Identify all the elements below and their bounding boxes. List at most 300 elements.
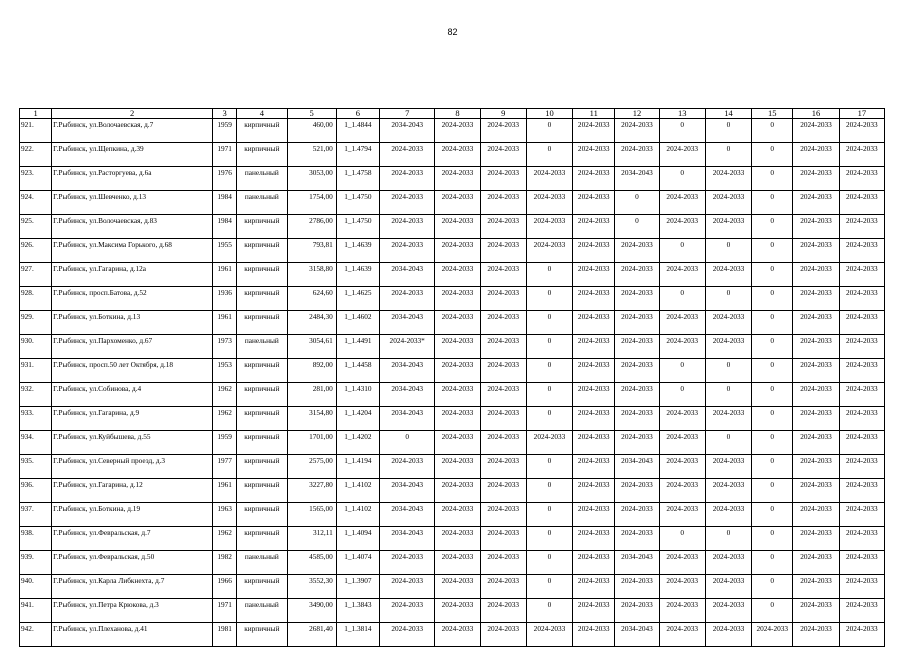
table-cell: 2024-2033 (705, 479, 751, 503)
table-cell: 1962 (213, 527, 237, 551)
table-cell: 0 (526, 359, 572, 383)
table-cell: 3154,80 (287, 407, 336, 431)
table-cell: 2024-2033 (573, 407, 615, 431)
table-cell: кирпичный (237, 239, 287, 263)
table-row (20, 143, 885, 167)
table-cell: 2024-2033 (480, 335, 526, 359)
table-row (20, 479, 885, 503)
table-cell: 0 (752, 599, 793, 623)
table-cell: 0 (752, 263, 793, 287)
table-cell: 2024-2033 (705, 551, 751, 575)
table-cell: 2024-2033 (480, 119, 526, 143)
table-cell: 1_1.4758 (336, 167, 379, 191)
table-cell: 934. (20, 431, 52, 455)
table-row (20, 623, 885, 647)
table-cell: 2034-2043 (380, 503, 435, 527)
table-cell: 2024-2033* (380, 335, 435, 359)
table-cell: 1_1.4491 (336, 335, 379, 359)
table-cell: 1565,00 (287, 503, 336, 527)
table-cell: кирпичный (237, 359, 287, 383)
table-cell: 2024-2033 (435, 503, 480, 527)
table-cell: 2024-2033 (839, 599, 884, 623)
column-header: 12 (615, 109, 659, 119)
table-cell: 2024-2033 (839, 527, 884, 551)
table-cell: 937. (20, 503, 52, 527)
table-cell: 0 (659, 359, 705, 383)
table-cell: 2024-2033 (480, 143, 526, 167)
table-cell: Г.Рыбинск, ул.Гагарина, д.9 (52, 407, 213, 431)
table-cell: 0 (752, 191, 793, 215)
table-cell: 0 (526, 599, 572, 623)
table-cell: 2024-2033 (526, 239, 572, 263)
column-header: 7 (380, 109, 435, 119)
table-cell: 2024-2033 (659, 191, 705, 215)
table-cell: 1_1.4750 (336, 191, 379, 215)
table-cell: 0 (526, 383, 572, 407)
table-cell: 0 (752, 455, 793, 479)
table-cell: 2024-2033 (435, 287, 480, 311)
table-cell: Г.Рыбинск, ул.Петра Крюкова, д.3 (52, 599, 213, 623)
table-cell: 0 (752, 311, 793, 335)
table-cell: 1959 (213, 431, 237, 455)
table-cell: 3054,61 (287, 335, 336, 359)
table-cell: 926. (20, 239, 52, 263)
table-cell: 2024-2033 (480, 167, 526, 191)
table-cell: 1961 (213, 263, 237, 287)
table-cell: 2024-2033 (480, 503, 526, 527)
table-cell: 2034-2043 (380, 527, 435, 551)
table-cell: 0 (705, 239, 751, 263)
table-row (20, 407, 885, 431)
table-cell: Г.Рыбинск, ул.Карла Либкнехта, д.7 (52, 575, 213, 599)
table-cell: 2024-2033 (659, 455, 705, 479)
table-cell: 0 (752, 527, 793, 551)
table-cell: Г.Рыбинск, ул.Собинова, д.4 (52, 383, 213, 407)
table-cell: 2024-2033 (659, 215, 705, 239)
table-cell: 2024-2033 (435, 407, 480, 431)
table-cell: 0 (615, 191, 659, 215)
table-cell: 2024-2033 (705, 335, 751, 359)
table-cell: 942. (20, 623, 52, 647)
table-row (20, 167, 885, 191)
table-cell: 2024-2033 (480, 575, 526, 599)
table-cell: 0 (752, 287, 793, 311)
table-cell: 2024-2033 (793, 263, 839, 287)
table-cell: 2024-2033 (380, 455, 435, 479)
table-cell: 2034-2043 (380, 479, 435, 503)
table-cell: 2034-2043 (615, 551, 659, 575)
table-cell: 936. (20, 479, 52, 503)
table-row (20, 263, 885, 287)
table-cell: 0 (752, 551, 793, 575)
table-cell: 2024-2033 (659, 335, 705, 359)
table-cell: 2024-2033 (480, 599, 526, 623)
table-cell: 2024-2033 (480, 455, 526, 479)
table-cell: 2024-2033 (793, 143, 839, 167)
table-cell: кирпичный (237, 263, 287, 287)
table-cell: панельный (237, 551, 287, 575)
table-cell: кирпичный (237, 407, 287, 431)
table-cell: 2024-2033 (793, 623, 839, 647)
table-cell: 2024-2033 (573, 359, 615, 383)
table-cell: 3053,00 (287, 167, 336, 191)
table-cell: 2034-2043 (380, 263, 435, 287)
table-row (20, 527, 885, 551)
table-body (20, 119, 885, 647)
column-header: 1 (20, 109, 52, 119)
table-cell: 0 (615, 215, 659, 239)
table-cell: 0 (526, 407, 572, 431)
table-cell: 2024-2033 (839, 407, 884, 431)
table-cell: Г.Рыбинск, ул.Пархоменко, д.67 (52, 335, 213, 359)
table-cell: 0 (659, 287, 705, 311)
table-cell: 2024-2033 (793, 551, 839, 575)
table-cell: 2024-2033 (480, 407, 526, 431)
table-cell: 2024-2033 (526, 431, 572, 455)
table-cell: 0 (752, 575, 793, 599)
table-cell: 2024-2033 (615, 287, 659, 311)
table-cell: 2024-2033 (480, 191, 526, 215)
table-cell: 793,81 (287, 239, 336, 263)
table-cell: 2024-2033 (705, 311, 751, 335)
table-cell: Г.Рыбинск, ул.Северный проезд, д.3 (52, 455, 213, 479)
table-cell: 2024-2033 (793, 479, 839, 503)
housing-table (19, 108, 885, 647)
table-cell: кирпичный (237, 479, 287, 503)
table-cell: 923. (20, 167, 52, 191)
table-cell: Г.Рыбинск, ул.Щепкина, д.39 (52, 143, 213, 167)
header-row (20, 109, 885, 119)
table-cell: 2024-2033 (705, 455, 751, 479)
table-cell: 1_1.4204 (336, 407, 379, 431)
table-cell: 2024-2033 (573, 527, 615, 551)
table-cell: 2024-2033 (435, 215, 480, 239)
table-cell: 0 (752, 479, 793, 503)
table-cell: 2024-2033 (659, 623, 705, 647)
table-cell: 2024-2033 (659, 575, 705, 599)
table-row (20, 287, 885, 311)
table-cell: 3227,80 (287, 479, 336, 503)
table-cell: 0 (752, 407, 793, 431)
table-cell: 2024-2033 (752, 623, 793, 647)
table-row (20, 359, 885, 383)
table-cell: 0 (752, 431, 793, 455)
table-cell: 924. (20, 191, 52, 215)
table-cell: 2024-2033 (526, 215, 572, 239)
table-cell: 0 (752, 239, 793, 263)
table-cell: 2024-2033 (615, 575, 659, 599)
table-cell: 0 (705, 119, 751, 143)
table-cell: кирпичный (237, 623, 287, 647)
table-cell: 929. (20, 311, 52, 335)
table-cell: 2024-2033 (435, 311, 480, 335)
table-cell: 2024-2033 (435, 335, 480, 359)
table-cell: 2024-2033 (573, 311, 615, 335)
table-cell: 2024-2033 (573, 119, 615, 143)
table-cell: 2024-2033 (526, 191, 572, 215)
table-cell: 2024-2033 (435, 191, 480, 215)
table-cell: 0 (380, 431, 435, 455)
table-cell: 2024-2033 (615, 263, 659, 287)
table-cell: 1981 (213, 623, 237, 647)
table-row (20, 215, 885, 239)
table-cell: 0 (705, 359, 751, 383)
table-cell: 2024-2033 (839, 311, 884, 335)
table-cell: 2024-2033 (380, 215, 435, 239)
table-cell: 2024-2033 (659, 143, 705, 167)
table-cell: кирпичный (237, 383, 287, 407)
table-cell: 2024-2033 (839, 479, 884, 503)
table-cell: 1_1.4844 (336, 119, 379, 143)
table-cell: 2024-2033 (435, 479, 480, 503)
table-cell: 1961 (213, 311, 237, 335)
table-cell: 2024-2033 (839, 623, 884, 647)
table-cell: 0 (752, 335, 793, 359)
table-cell: кирпичный (237, 575, 287, 599)
table-cell: 2024-2033 (659, 263, 705, 287)
table-cell: 927. (20, 263, 52, 287)
table-cell: 2024-2033 (480, 431, 526, 455)
table-cell: 1701,00 (287, 431, 336, 455)
table-row (20, 119, 885, 143)
table-cell: 2024-2033 (380, 239, 435, 263)
table-cell: 2024-2033 (705, 191, 751, 215)
table-cell: 2024-2033 (435, 575, 480, 599)
table-cell: 0 (659, 167, 705, 191)
table-cell: кирпичный (237, 143, 287, 167)
table-row (20, 503, 885, 527)
table-cell: 2024-2033 (839, 191, 884, 215)
table-cell: 2024-2033 (480, 215, 526, 239)
column-header: 2 (52, 109, 213, 119)
table-cell: 2024-2033 (573, 143, 615, 167)
table-cell: 2024-2033 (435, 455, 480, 479)
table-cell: 2024-2033 (793, 359, 839, 383)
table-cell: 935. (20, 455, 52, 479)
table-cell: 2024-2033 (705, 623, 751, 647)
table-cell: 1_1.4102 (336, 503, 379, 527)
table-cell: 2024-2033 (480, 263, 526, 287)
table-cell: 2024-2033 (793, 527, 839, 551)
table-cell: 1_1.4750 (336, 215, 379, 239)
table-cell: 2024-2033 (480, 287, 526, 311)
table-row (20, 455, 885, 479)
table-cell: 2024-2033 (573, 551, 615, 575)
table-cell: 2024-2033 (380, 599, 435, 623)
table-cell: 1973 (213, 335, 237, 359)
table-cell: 2024-2033 (705, 407, 751, 431)
table-cell: 2024-2033 (705, 503, 751, 527)
table-cell: 0 (526, 479, 572, 503)
table-cell: 1977 (213, 455, 237, 479)
table-cell: 2024-2033 (435, 359, 480, 383)
column-header: 6 (336, 109, 379, 119)
table-cell: кирпичный (237, 527, 287, 551)
table-cell: 2024-2033 (480, 359, 526, 383)
table-cell: 2024-2033 (380, 143, 435, 167)
column-header: 16 (793, 109, 839, 119)
table-cell: 922. (20, 143, 52, 167)
table-cell: Г.Рыбинск, ул.Боткина, д.13 (52, 311, 213, 335)
table-cell: 2024-2033 (839, 167, 884, 191)
table-cell: 2034-2043 (615, 455, 659, 479)
column-header: 14 (705, 109, 751, 119)
table-cell: 1_1.4074 (336, 551, 379, 575)
table-cell: кирпичный (237, 119, 287, 143)
table-cell: 2575,00 (287, 455, 336, 479)
table-cell: 2786,00 (287, 215, 336, 239)
table-cell: 1962 (213, 407, 237, 431)
table-row (20, 335, 885, 359)
table-cell: 2024-2033 (793, 335, 839, 359)
table-row (20, 575, 885, 599)
table-cell: 2024-2033 (839, 551, 884, 575)
table-cell: 2024-2033 (435, 551, 480, 575)
table-cell: 2024-2033 (659, 599, 705, 623)
table-cell: 2024-2033 (839, 575, 884, 599)
table-cell: 940. (20, 575, 52, 599)
table-cell: 2024-2033 (839, 287, 884, 311)
table-cell: 2024-2033 (705, 575, 751, 599)
table-cell: 0 (526, 551, 572, 575)
column-header: 13 (659, 109, 705, 119)
table-cell: панельный (237, 167, 287, 191)
table-cell: 624,60 (287, 287, 336, 311)
table-cell: 2034-2043 (380, 119, 435, 143)
table-cell: 1961 (213, 479, 237, 503)
table-cell: 1754,00 (287, 191, 336, 215)
column-header: 5 (287, 109, 336, 119)
table-cell: 2024-2033 (435, 431, 480, 455)
table-cell: 0 (752, 503, 793, 527)
table-cell: 2024-2033 (793, 575, 839, 599)
table-cell: 0 (752, 119, 793, 143)
table-cell: 2024-2033 (615, 239, 659, 263)
table-cell: 1971 (213, 143, 237, 167)
table-cell: 2024-2033 (573, 455, 615, 479)
table-cell: 2024-2033 (659, 407, 705, 431)
column-header: 11 (573, 109, 615, 119)
table-cell: 0 (752, 383, 793, 407)
table-cell: 2024-2033 (705, 167, 751, 191)
table-cell: 2024-2033 (793, 503, 839, 527)
column-header: 10 (526, 109, 572, 119)
table-cell: кирпичный (237, 311, 287, 335)
table-cell: 2024-2033 (615, 599, 659, 623)
table-cell: Г.Рыбинск, просп.50 лет Октября, д.18 (52, 359, 213, 383)
table-cell: 2024-2033 (573, 263, 615, 287)
table-cell: 2024-2033 (480, 479, 526, 503)
table-cell: 2024-2033 (793, 239, 839, 263)
table-cell: 2024-2033 (839, 335, 884, 359)
table-cell: 2024-2033 (573, 167, 615, 191)
table-cell: 0 (705, 383, 751, 407)
table-cell: 460,00 (287, 119, 336, 143)
table-cell: 1982 (213, 551, 237, 575)
table-cell: 1936 (213, 287, 237, 311)
table-cell: 2024-2033 (839, 215, 884, 239)
table-cell: 0 (526, 263, 572, 287)
table-cell: 932. (20, 383, 52, 407)
table-cell: 2024-2033 (435, 527, 480, 551)
table-cell: 2024-2033 (573, 623, 615, 647)
column-header: 15 (752, 109, 793, 119)
table-cell: 2034-2043 (615, 623, 659, 647)
table-row (20, 383, 885, 407)
table-cell: 928. (20, 287, 52, 311)
table-cell: 2024-2033 (526, 167, 572, 191)
table-cell: 2024-2033 (435, 263, 480, 287)
table-cell: 2024-2033 (435, 383, 480, 407)
table-cell: 2024-2033 (615, 359, 659, 383)
table-cell: 2024-2033 (573, 191, 615, 215)
table-cell: 3552,30 (287, 575, 336, 599)
table-row (20, 311, 885, 335)
table-cell: 2024-2033 (839, 239, 884, 263)
table-cell: 2024-2033 (793, 167, 839, 191)
table-cell: 0 (659, 383, 705, 407)
table-cell: 0 (526, 287, 572, 311)
table-cell: 2024-2033 (380, 167, 435, 191)
table-cell: 2024-2033 (839, 263, 884, 287)
table-cell: 2024-2033 (480, 383, 526, 407)
table-cell: 2024-2033 (839, 431, 884, 455)
table-cell: 2024-2033 (659, 431, 705, 455)
table-cell: 925. (20, 215, 52, 239)
table-cell: 930. (20, 335, 52, 359)
table-cell: 2024-2033 (793, 455, 839, 479)
table-cell: 1966 (213, 575, 237, 599)
table-cell: 0 (705, 527, 751, 551)
table-cell: 0 (526, 527, 572, 551)
table-cell: 0 (659, 119, 705, 143)
table-cell: 1953 (213, 359, 237, 383)
table-cell: Г.Рыбинск, ул.Плеханова, д.41 (52, 623, 213, 647)
table-cell: 2024-2033 (793, 383, 839, 407)
table-cell: 2024-2033 (380, 191, 435, 215)
table-cell: 2024-2033 (793, 407, 839, 431)
table-cell: 0 (526, 311, 572, 335)
table-cell: 2024-2033 (573, 287, 615, 311)
column-header: 17 (839, 109, 884, 119)
table-cell: 938. (20, 527, 52, 551)
table-cell: 2024-2033 (659, 503, 705, 527)
table-cell: 2024-2033 (793, 599, 839, 623)
table-cell: 2024-2033 (615, 503, 659, 527)
table-cell: 2034-2043 (380, 311, 435, 335)
table-cell: 2024-2033 (573, 431, 615, 455)
table-cell: 1962 (213, 383, 237, 407)
table-cell: панельный (237, 599, 287, 623)
column-header: 3 (213, 109, 237, 119)
table-cell: 0 (526, 503, 572, 527)
table-cell: 0 (752, 359, 793, 383)
table-header (20, 109, 885, 119)
table-cell: кирпичный (237, 503, 287, 527)
table-cell: 1976 (213, 167, 237, 191)
table-cell: 2024-2033 (573, 599, 615, 623)
table-cell: 2024-2033 (705, 599, 751, 623)
table-cell: 1984 (213, 215, 237, 239)
table-cell: 0 (752, 143, 793, 167)
table-cell: Г.Рыбинск, ул.Волочаевская, д.7 (52, 119, 213, 143)
table-cell: 2024-2033 (793, 287, 839, 311)
table-cell: 2024-2033 (615, 383, 659, 407)
table-cell: кирпичный (237, 287, 287, 311)
table-cell: 2024-2033 (615, 311, 659, 335)
table-cell: 0 (659, 527, 705, 551)
table-cell: 281,00 (287, 383, 336, 407)
